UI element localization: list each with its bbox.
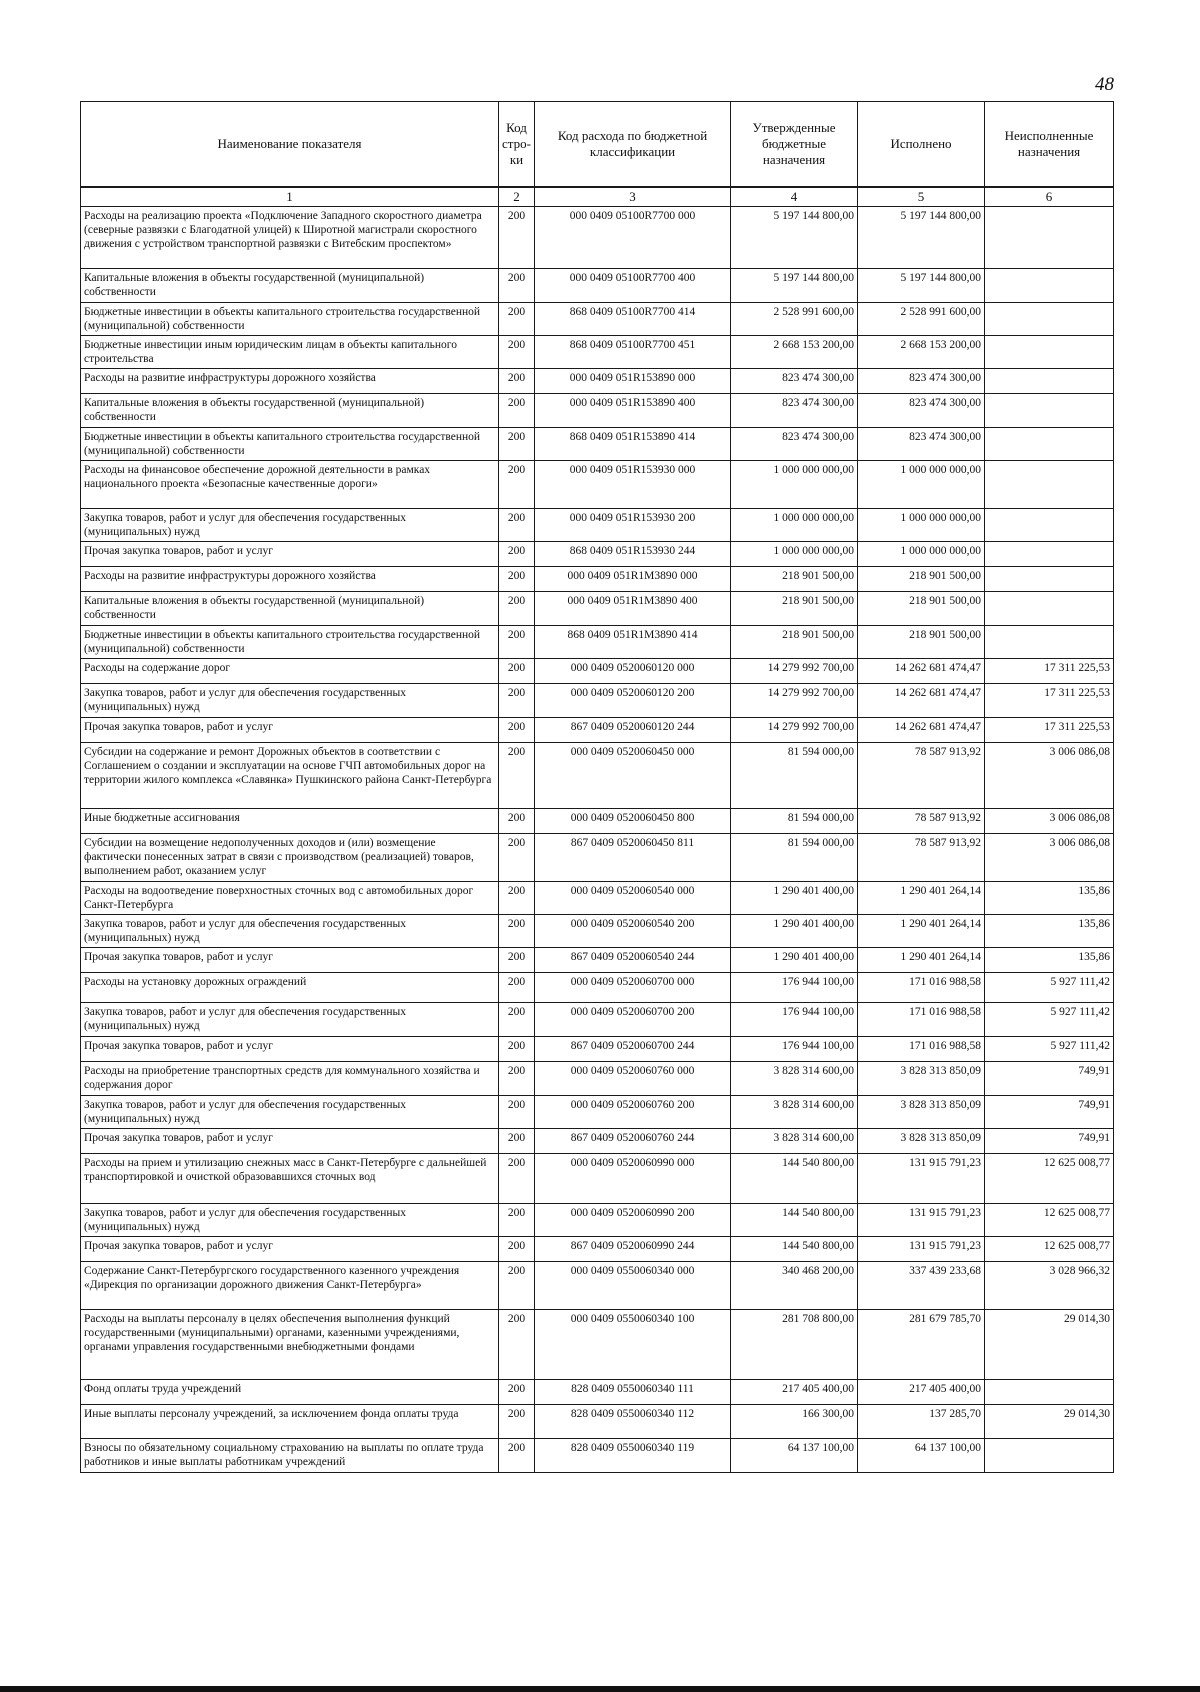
row-executed-amount: 171 016 988,58 (858, 1003, 985, 1037)
row-executed-amount: 823 474 300,00 (858, 394, 985, 428)
row-approved-amount: 176 944 100,00 (731, 973, 858, 1003)
row-approved-amount: 218 901 500,00 (731, 592, 858, 626)
row-name: Бюджетные инвестиции в объекты капитального строительства государственной (муниципальной) собственности (81, 428, 499, 461)
row-executed-amount: 5 197 144 800,00 (858, 269, 985, 303)
row-executed-amount: 3 828 313 850,09 (858, 1128, 985, 1153)
row-executed-amount: 218 901 500,00 (858, 592, 985, 626)
row-name: Капитальные вложения в объекты государственной (муниципальной) собственности (81, 269, 499, 303)
row-classification-code: 000 0409 0520060540 200 (535, 915, 731, 948)
row-classification-code: 000 0409 051R153890 400 (535, 394, 731, 428)
row-name: Расходы на финансовое обеспечение дорожной деятельности в рамках национального проекта «Безопасные качественные дороги» (81, 461, 499, 509)
row-unexecuted-amount: 749,91 (985, 1128, 1114, 1153)
page-number: 48 (1095, 74, 1114, 95)
table-row (81, 1236, 1114, 1261)
table-row (81, 1438, 1114, 1472)
table-row (81, 461, 1114, 509)
table-body (81, 207, 1114, 1472)
row-line-code: 200 (499, 1261, 535, 1309)
row-line-code: 200 (499, 948, 535, 973)
row-unexecuted-amount (985, 1379, 1114, 1404)
header-class-code: Код расхода по бюджетной классификации (535, 102, 731, 188)
table-row (81, 1404, 1114, 1438)
row-classification-code: 868 0409 051R153930 244 (535, 542, 731, 567)
row-unexecuted-amount: 3 006 086,08 (985, 834, 1114, 882)
row-name: Расходы на содержание дорог (81, 659, 499, 684)
row-executed-amount: 218 901 500,00 (858, 567, 985, 592)
row-approved-amount: 5 197 144 800,00 (731, 269, 858, 303)
row-name: Закупка товаров, работ и услуг для обеспечения государственных (муниципальных) нужд (81, 1095, 499, 1128)
row-name: Прочая закупка товаров, работ и услуг (81, 1128, 499, 1153)
row-line-code: 200 (499, 1003, 535, 1037)
row-unexecuted-amount: 5 927 111,42 (985, 973, 1114, 1003)
row-approved-amount: 218 901 500,00 (731, 567, 858, 592)
row-unexecuted-amount: 135,86 (985, 948, 1114, 973)
row-approved-amount: 1 000 000 000,00 (731, 461, 858, 509)
row-approved-amount: 1 290 401 400,00 (731, 882, 858, 915)
row-classification-code: 868 0409 05100R7700 414 (535, 303, 731, 336)
row-classification-code: 867 0409 0520060760 244 (535, 1128, 731, 1153)
row-name: Субсидии на возмещение недополученных доходов и (или) возмещение фактически понесенных затрат в связи с производством (реализацией) товаров, выполнением работ, оказанием услуг (81, 834, 499, 882)
row-classification-code: 867 0409 0520060990 244 (535, 1236, 731, 1261)
row-unexecuted-amount (985, 269, 1114, 303)
row-classification-code: 000 0409 051R153890 000 (535, 369, 731, 394)
row-unexecuted-amount: 5 927 111,42 (985, 1003, 1114, 1037)
table-row (81, 1095, 1114, 1128)
header-executed: Исполнено (858, 102, 985, 188)
row-name: Бюджетные инвестиции иным юридическим лицам в объекты капитального строительства (81, 336, 499, 369)
column-number: 1 (81, 187, 499, 207)
row-unexecuted-amount (985, 509, 1114, 542)
row-name: Прочая закупка товаров, работ и услуг (81, 948, 499, 973)
row-line-code: 200 (499, 684, 535, 718)
row-approved-amount: 823 474 300,00 (731, 428, 858, 461)
table-row (81, 369, 1114, 394)
row-line-code: 200 (499, 1095, 535, 1128)
row-executed-amount: 823 474 300,00 (858, 428, 985, 461)
table-row (81, 973, 1114, 1003)
row-approved-amount: 144 540 800,00 (731, 1236, 858, 1261)
row-approved-amount: 166 300,00 (731, 1404, 858, 1438)
row-classification-code: 828 0409 0550060340 119 (535, 1438, 731, 1472)
row-classification-code: 828 0409 0550060340 112 (535, 1404, 731, 1438)
row-executed-amount: 78 587 913,92 (858, 834, 985, 882)
header-name: Наименование показателя (81, 102, 499, 188)
row-approved-amount: 176 944 100,00 (731, 1037, 858, 1062)
row-line-code: 200 (499, 336, 535, 369)
row-name: Расходы на приобретение транспортных средств для коммунального хозяйства и содержания дорог (81, 1062, 499, 1095)
row-executed-amount: 14 262 681 474,47 (858, 718, 985, 743)
row-name: Субсидии на содержание и ремонт Дорожных объектов в соответствии с Соглашением о создании и эксплуатации на основе ГЧП автомобильных дорог на территории жилого комплекса «Славянка» Пушкинского района Санкт-Петербурга (81, 743, 499, 809)
row-approved-amount: 2 528 991 600,00 (731, 303, 858, 336)
row-executed-amount: 1 290 401 264,14 (858, 915, 985, 948)
row-approved-amount: 176 944 100,00 (731, 1003, 858, 1037)
row-approved-amount: 823 474 300,00 (731, 369, 858, 394)
row-unexecuted-amount (985, 428, 1114, 461)
row-approved-amount: 81 594 000,00 (731, 834, 858, 882)
row-executed-amount: 78 587 913,92 (858, 809, 985, 834)
row-line-code: 200 (499, 369, 535, 394)
row-approved-amount: 81 594 000,00 (731, 809, 858, 834)
row-executed-amount: 5 197 144 800,00 (858, 207, 985, 269)
row-executed-amount: 2 528 991 600,00 (858, 303, 985, 336)
table-row (81, 509, 1114, 542)
column-number: 6 (985, 187, 1114, 207)
row-line-code: 200 (499, 809, 535, 834)
row-name: Капитальные вложения в объекты государственной (муниципальной) собственности (81, 592, 499, 626)
row-name: Расходы на реализацию проекта «Подключение Западного скоростного диаметра (северные развязки с Благодатной улицей) к Широтной магистрали скоростного движения с устройством транспортной развязки с Витебским проспектом» (81, 207, 499, 269)
row-name: Закупка товаров, работ и услуг для обеспечения государственных (муниципальных) нужд (81, 915, 499, 948)
table-row (81, 1062, 1114, 1095)
row-line-code: 200 (499, 1379, 535, 1404)
row-approved-amount: 14 279 992 700,00 (731, 718, 858, 743)
row-approved-amount: 64 137 100,00 (731, 1438, 858, 1472)
table-row (81, 626, 1114, 659)
row-classification-code: 000 0409 0520060990 200 (535, 1203, 731, 1236)
row-line-code: 200 (499, 461, 535, 509)
row-name: Прочая закупка товаров, работ и услуг (81, 718, 499, 743)
row-line-code: 200 (499, 269, 535, 303)
row-classification-code: 000 0409 051R153930 000 (535, 461, 731, 509)
row-executed-amount: 78 587 913,92 (858, 743, 985, 809)
row-executed-amount: 281 679 785,70 (858, 1309, 985, 1379)
header-unexecuted: Неисполненные назначения (985, 102, 1114, 188)
row-classification-code: 000 0409 0550060340 000 (535, 1261, 731, 1309)
row-unexecuted-amount: 5 927 111,42 (985, 1037, 1114, 1062)
row-line-code: 200 (499, 592, 535, 626)
row-line-code: 200 (499, 659, 535, 684)
row-approved-amount: 3 828 314 600,00 (731, 1095, 858, 1128)
row-approved-amount: 5 197 144 800,00 (731, 207, 858, 269)
row-approved-amount: 144 540 800,00 (731, 1153, 858, 1203)
row-unexecuted-amount (985, 626, 1114, 659)
row-unexecuted-amount (985, 592, 1114, 626)
table-row (81, 1153, 1114, 1203)
row-executed-amount: 131 915 791,23 (858, 1153, 985, 1203)
row-approved-amount: 1 000 000 000,00 (731, 509, 858, 542)
row-unexecuted-amount: 12 625 008,77 (985, 1236, 1114, 1261)
row-line-code: 200 (499, 1153, 535, 1203)
row-classification-code: 000 0409 0550060340 100 (535, 1309, 731, 1379)
row-approved-amount: 144 540 800,00 (731, 1203, 858, 1236)
row-executed-amount: 1 290 401 264,14 (858, 948, 985, 973)
row-name: Иные выплаты персоналу учреждений, за исключением фонда оплаты труда (81, 1404, 499, 1438)
row-executed-amount: 337 439 233,68 (858, 1261, 985, 1309)
table-row (81, 684, 1114, 718)
row-line-code: 200 (499, 626, 535, 659)
row-unexecuted-amount (985, 369, 1114, 394)
row-executed-amount: 14 262 681 474,47 (858, 684, 985, 718)
table-row (81, 1037, 1114, 1062)
row-line-code: 200 (499, 567, 535, 592)
row-unexecuted-amount (985, 207, 1114, 269)
row-unexecuted-amount: 29 014,30 (985, 1404, 1114, 1438)
table-row (81, 1261, 1114, 1309)
row-classification-code: 867 0409 0520060700 244 (535, 1037, 731, 1062)
row-executed-amount: 2 668 153 200,00 (858, 336, 985, 369)
row-approved-amount: 217 405 400,00 (731, 1379, 858, 1404)
table-row (81, 1203, 1114, 1236)
row-name: Прочая закупка товаров, работ и услуг (81, 1236, 499, 1261)
table-row (81, 592, 1114, 626)
table-row (81, 1309, 1114, 1379)
row-approved-amount: 3 828 314 600,00 (731, 1062, 858, 1095)
row-unexecuted-amount (985, 567, 1114, 592)
row-classification-code: 000 0409 0520060540 000 (535, 882, 731, 915)
table-row (81, 269, 1114, 303)
row-classification-code: 000 0409 051R1M3890 400 (535, 592, 731, 626)
row-unexecuted-amount (985, 461, 1114, 509)
row-name: Бюджетные инвестиции в объекты капитального строительства государственной (муниципальной) собственности (81, 303, 499, 336)
row-executed-amount: 823 474 300,00 (858, 369, 985, 394)
row-executed-amount: 171 016 988,58 (858, 973, 985, 1003)
row-line-code: 200 (499, 1128, 535, 1153)
table-row (81, 428, 1114, 461)
table-row (81, 394, 1114, 428)
row-unexecuted-amount: 135,86 (985, 915, 1114, 948)
row-classification-code: 868 0409 051R153890 414 (535, 428, 731, 461)
row-classification-code: 000 0409 0520060120 000 (535, 659, 731, 684)
row-line-code: 200 (499, 834, 535, 882)
row-unexecuted-amount: 3 006 086,08 (985, 809, 1114, 834)
row-approved-amount: 281 708 800,00 (731, 1309, 858, 1379)
row-classification-code: 000 0409 05100R7700 000 (535, 207, 731, 269)
row-name: Расходы на выплаты персоналу в целях обеспечения выполнения функций государственными (муниципальными) органами, казенными учреждениями, органами управления государственными внебюджетными фондами (81, 1309, 499, 1379)
row-line-code: 200 (499, 882, 535, 915)
row-unexecuted-amount: 17 311 225,53 (985, 659, 1114, 684)
row-unexecuted-amount: 17 311 225,53 (985, 684, 1114, 718)
row-classification-code: 868 0409 051R1M3890 414 (535, 626, 731, 659)
column-number: 2 (499, 187, 535, 207)
table-row (81, 1379, 1114, 1404)
table-header-row (81, 102, 1114, 188)
row-name: Расходы на развитие инфраструктуры дорожного хозяйства (81, 567, 499, 592)
table-row (81, 882, 1114, 915)
row-approved-amount: 1 290 401 400,00 (731, 915, 858, 948)
row-unexecuted-amount: 3 006 086,08 (985, 743, 1114, 809)
row-classification-code: 000 0409 0520060450 800 (535, 809, 731, 834)
column-number-row (81, 187, 1114, 207)
row-line-code: 200 (499, 394, 535, 428)
row-line-code: 200 (499, 1236, 535, 1261)
table-row (81, 207, 1114, 269)
row-name: Закупка товаров, работ и услуг для обеспечения государственных (муниципальных) нужд (81, 1203, 499, 1236)
row-classification-code: 867 0409 0520060120 244 (535, 718, 731, 743)
row-line-code: 200 (499, 1037, 535, 1062)
row-classification-code: 828 0409 0550060340 111 (535, 1379, 731, 1404)
row-executed-amount: 1 000 000 000,00 (858, 542, 985, 567)
row-classification-code: 000 0409 0520060450 000 (535, 743, 731, 809)
row-line-code: 200 (499, 718, 535, 743)
header-approved: Утвержденные бюджетные назначения (731, 102, 858, 188)
row-executed-amount: 64 137 100,00 (858, 1438, 985, 1472)
table-row (81, 948, 1114, 973)
row-unexecuted-amount: 749,91 (985, 1095, 1114, 1128)
table-row (81, 743, 1114, 809)
row-classification-code: 867 0409 0520060450 811 (535, 834, 731, 882)
row-approved-amount: 14 279 992 700,00 (731, 684, 858, 718)
table-row (81, 1128, 1114, 1153)
row-line-code: 200 (499, 973, 535, 1003)
column-number: 4 (731, 187, 858, 207)
row-approved-amount: 340 468 200,00 (731, 1261, 858, 1309)
row-approved-amount: 81 594 000,00 (731, 743, 858, 809)
row-line-code: 200 (499, 303, 535, 336)
row-line-code: 200 (499, 915, 535, 948)
row-unexecuted-amount (985, 303, 1114, 336)
row-executed-amount: 3 828 313 850,09 (858, 1095, 985, 1128)
row-approved-amount: 1 000 000 000,00 (731, 542, 858, 567)
row-classification-code: 000 0409 051R153930 200 (535, 509, 731, 542)
row-line-code: 200 (499, 1203, 535, 1236)
row-classification-code: 000 0409 0520060990 000 (535, 1153, 731, 1203)
row-approved-amount: 218 901 500,00 (731, 626, 858, 659)
row-classification-code: 000 0409 0520060700 000 (535, 973, 731, 1003)
table-row (81, 336, 1114, 369)
row-line-code: 200 (499, 428, 535, 461)
header-code: Код стро- ки (499, 102, 535, 188)
table-row (81, 915, 1114, 948)
row-line-code: 200 (499, 1309, 535, 1379)
row-approved-amount: 3 828 314 600,00 (731, 1128, 858, 1153)
row-name: Расходы на прием и утилизацию снежных масс в Санкт-Петербурге с дальнейшей транспортировкой и очисткой образовавшихся сточных вод (81, 1153, 499, 1203)
row-approved-amount: 14 279 992 700,00 (731, 659, 858, 684)
row-executed-amount: 217 405 400,00 (858, 1379, 985, 1404)
row-line-code: 200 (499, 1062, 535, 1095)
row-line-code: 200 (499, 207, 535, 269)
row-executed-amount: 131 915 791,23 (858, 1203, 985, 1236)
row-unexecuted-amount: 749,91 (985, 1062, 1114, 1095)
budget-execution-table (80, 101, 1114, 1473)
table-row (81, 567, 1114, 592)
row-executed-amount: 14 262 681 474,47 (858, 659, 985, 684)
row-line-code: 200 (499, 542, 535, 567)
row-approved-amount: 1 290 401 400,00 (731, 948, 858, 973)
row-unexecuted-amount (985, 1438, 1114, 1472)
row-name: Закупка товаров, работ и услуг для обеспечения государственных (муниципальных) нужд (81, 1003, 499, 1037)
row-executed-amount: 131 915 791,23 (858, 1236, 985, 1261)
row-name: Расходы на водоотведение поверхностных сточных вод с автомобильных дорог Санкт-Петербурга (81, 882, 499, 915)
row-name: Бюджетные инвестиции в объекты капитального строительства государственной (муниципальной) собственности (81, 626, 499, 659)
row-unexecuted-amount (985, 542, 1114, 567)
row-unexecuted-amount: 135,86 (985, 882, 1114, 915)
row-classification-code: 000 0409 05100R7700 400 (535, 269, 731, 303)
row-line-code: 200 (499, 1438, 535, 1472)
row-name: Иные бюджетные ассигнования (81, 809, 499, 834)
row-unexecuted-amount (985, 394, 1114, 428)
table-row (81, 542, 1114, 567)
table-row (81, 834, 1114, 882)
row-classification-code: 868 0409 05100R7700 451 (535, 336, 731, 369)
row-name: Капитальные вложения в объекты государственной (муниципальной) собственности (81, 394, 499, 428)
row-classification-code: 000 0409 051R1M3890 000 (535, 567, 731, 592)
row-executed-amount: 1 290 401 264,14 (858, 882, 985, 915)
row-unexecuted-amount: 12 625 008,77 (985, 1153, 1114, 1203)
row-name: Прочая закупка товаров, работ и услуг (81, 542, 499, 567)
table-row (81, 718, 1114, 743)
row-classification-code: 000 0409 0520060120 200 (535, 684, 731, 718)
column-number: 5 (858, 187, 985, 207)
row-unexecuted-amount: 3 028 966,32 (985, 1261, 1114, 1309)
row-approved-amount: 2 668 153 200,00 (731, 336, 858, 369)
bottom-scan-border (0, 1686, 1200, 1692)
row-classification-code: 867 0409 0520060540 244 (535, 948, 731, 973)
row-executed-amount: 218 901 500,00 (858, 626, 985, 659)
row-line-code: 200 (499, 743, 535, 809)
row-unexecuted-amount (985, 336, 1114, 369)
row-name: Фонд оплаты труда учреждений (81, 1379, 499, 1404)
row-approved-amount: 823 474 300,00 (731, 394, 858, 428)
row-name: Закупка товаров, работ и услуг для обеспечения государственных (муниципальных) нужд (81, 684, 499, 718)
table-row (81, 659, 1114, 684)
row-unexecuted-amount: 17 311 225,53 (985, 718, 1114, 743)
row-classification-code: 000 0409 0520060760 200 (535, 1095, 731, 1128)
row-name: Содержание Санкт-Петербургского государственного казенного учреждения «Дирекция по организации дорожного движения Санкт-Петербурга» (81, 1261, 499, 1309)
row-executed-amount: 137 285,70 (858, 1404, 985, 1438)
row-classification-code: 000 0409 0520060700 200 (535, 1003, 731, 1037)
row-executed-amount: 1 000 000 000,00 (858, 509, 985, 542)
table-row (81, 809, 1114, 834)
row-line-code: 200 (499, 509, 535, 542)
row-name: Прочая закупка товаров, работ и услуг (81, 1037, 499, 1062)
table-row (81, 303, 1114, 336)
row-name: Расходы на установку дорожных ограждений (81, 973, 499, 1003)
column-number: 3 (535, 187, 731, 207)
row-executed-amount: 3 828 313 850,09 (858, 1062, 985, 1095)
row-name: Взносы по обязательному социальному страхованию на выплаты по оплате труда работников и иные выплаты работникам учреждений (81, 1438, 499, 1472)
table-row (81, 1003, 1114, 1037)
row-classification-code: 000 0409 0520060760 000 (535, 1062, 731, 1095)
row-line-code: 200 (499, 1404, 535, 1438)
row-name: Расходы на развитие инфраструктуры дорожного хозяйства (81, 369, 499, 394)
row-unexecuted-amount: 12 625 008,77 (985, 1203, 1114, 1236)
row-unexecuted-amount: 29 014,30 (985, 1309, 1114, 1379)
row-executed-amount: 171 016 988,58 (858, 1037, 985, 1062)
row-name: Закупка товаров, работ и услуг для обеспечения государственных (муниципальных) нужд (81, 509, 499, 542)
row-executed-amount: 1 000 000 000,00 (858, 461, 985, 509)
